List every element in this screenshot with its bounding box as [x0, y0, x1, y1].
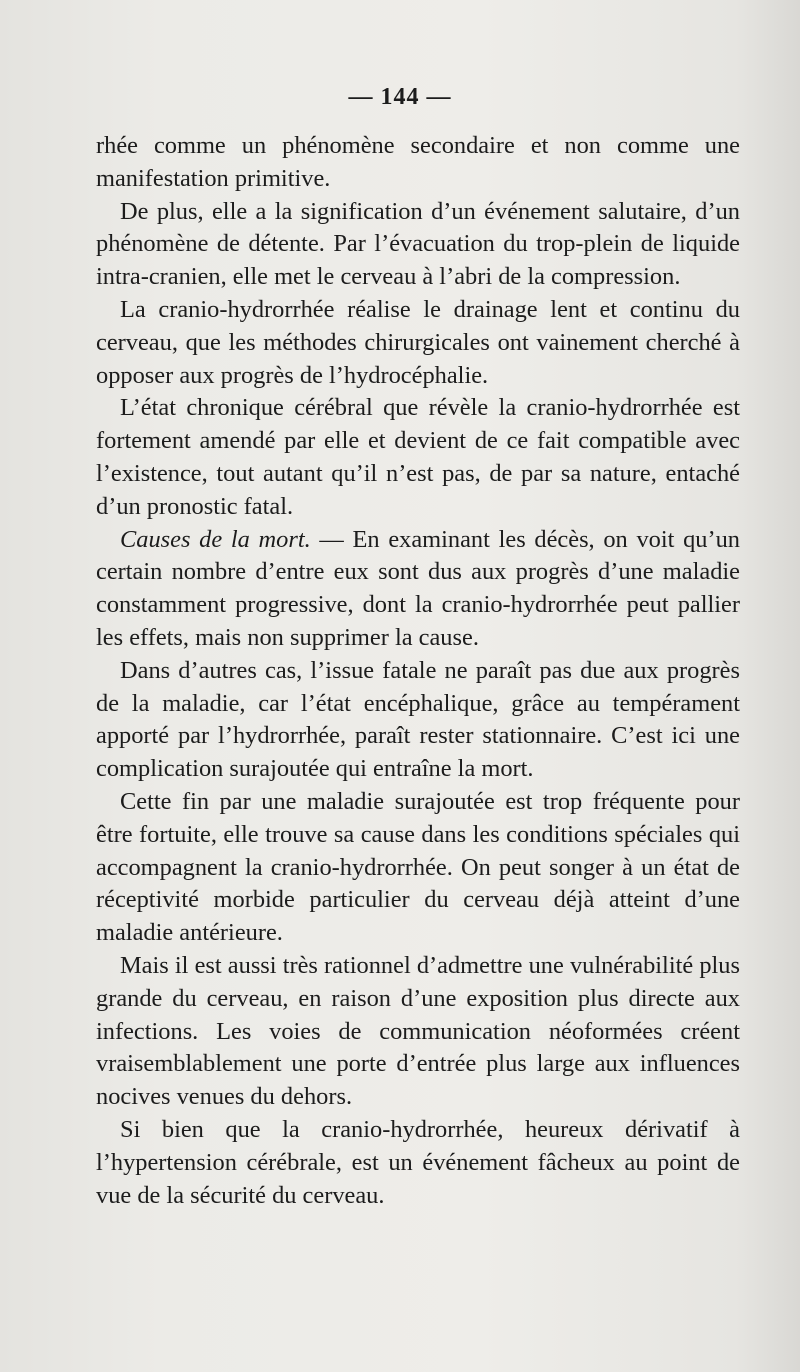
paragraph-8: Mais il est aussi très rationnel d’admettre une vulnérabilité plus grande du cerveau, en raison d’une exposition plus directe aux infections. Les voies de communication néoformées créent vraisemblablement une porte d’entrée plus large aux influences nocives venues du dehors. — [96, 951, 740, 1111]
paragraph-5-text: — En examinant les décès, on voit qu’un certain nombre d’entre eux sont dus aux progrès d’une maladie constamment progressive, dont la cranio-hydrorrhée peut pallier les effets, mais non supprimer la cause. — [96, 525, 740, 651]
paragraph-7: Cette fin par une maladie surajoutée est trop fréquente pour être fortuite, elle trouve sa cause dans les conditions spéciales qui accompagnent la cranio-hydrorrhée. On peut songer à un état de réceptivité morbide particulier du cerveau déjà atteint d’une maladie antérieure. — [96, 787, 740, 947]
section-heading-causes-de-la-mort: Causes de la mort. — [120, 525, 311, 553]
paragraph-4: L’état chronique cérébral que révèle la cranio-hydrorrhée est fortement amendé par elle et devient de ce fait compatible avec l’existence, tout autant qu’il n’est pas, de par sa nature, entaché d’un pronostic fatal. — [96, 394, 740, 520]
paragraph-3: La cranio-hydrorrhée réalise le drainage lent et continu du cerveau, que les méthodes chirurgicales ont vainement cherché à opposer aux progrès de l’hydrocéphalie. — [96, 295, 740, 389]
paragraph-9: Si bien que la cranio-hydrorrhée, heureux dérivatif à l’hypertension cérébrale, est un événement fâcheux au point de vue de la sécurité du cerveau. — [96, 1115, 740, 1209]
paragraph-5 — [96, 524, 740, 655]
body-text — [96, 130, 740, 1212]
paragraph-1: rhée comme un phénomène secondaire et non comme une manifestation primitive. — [96, 132, 740, 192]
paragraph-2: De plus, elle a la signification d’un événement salutaire, d’un phénomène de détente. Par l’évacuation du trop-plein de liquide intra-cranien, elle met le cerveau à l’abri de la compression. — [96, 197, 740, 291]
page-number: — 144 — — [348, 84, 452, 110]
paragraph-6: Dans d’autres cas, l’issue fatale ne paraît pas due aux progrès de la maladie, car l’état encéphalique, grâce au tempérament apporté par l’hydrorrhée, paraît rester stationnaire. C’est ici une complication surajoutée qui entraîne la mort. — [96, 656, 740, 783]
